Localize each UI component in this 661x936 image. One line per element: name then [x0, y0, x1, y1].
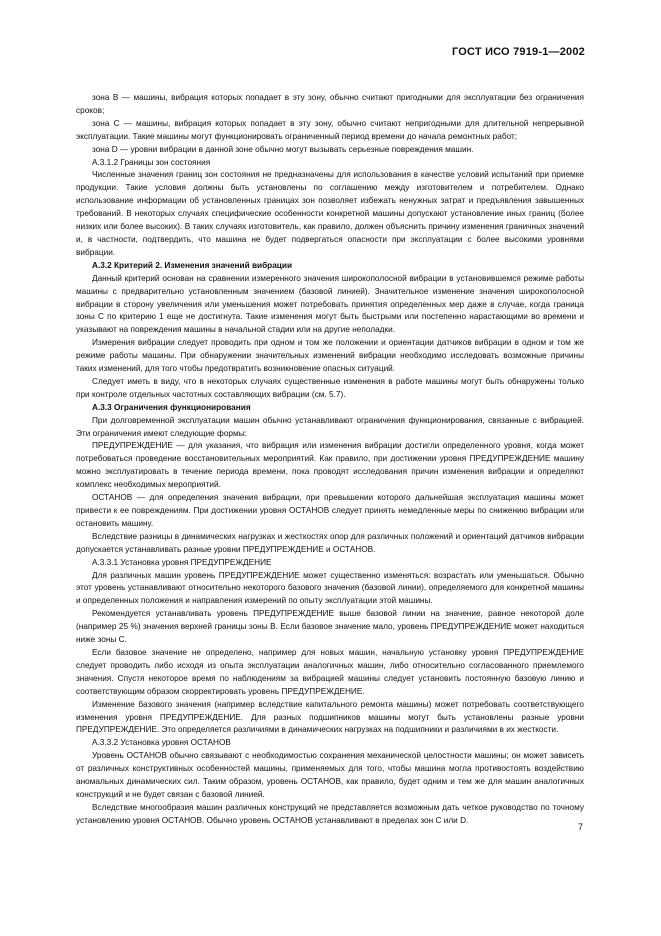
trip-definition-paragraph: ОСТАНОВ — для определения значения вибрации, при превышении которого дальнейшая эксплуатация машины может привести к ее повреждениям. При достижении уровня ОСТАНОВ следует принять немедленные меры по снижению вибрации или остановить машину.: [76, 493, 584, 528]
zone-d-paragraph: зона D — уровни вибрации в данной зоне обычно могут вызывать серьезные повреждения машин.: [92, 144, 474, 154]
section-heading-a332: А.3.3.2 Установка уровня ОСТАНОВ: [92, 738, 231, 748]
alarm-definition-paragraph: ПРЕДУПРЕЖДЕНИЕ — для указания, что вибрация или изменения вибрации достигли определенного уровня, когда может потребоваться проведение восстановительных мероприятий. Как правило, при достижении уровня ПРЕДУПРЕЖДЕНИЕ машину можно эксплуатировать в течение периода времени, пока проводят исследования причин изменения вибрации и определяют комплекс необходимых мероприятий.: [76, 441, 584, 490]
section-heading-a32: А.3.2 Критерий 2. Изменения значений вибрации: [92, 260, 293, 270]
section-heading-a33: А.3.3 Ограничения функционирования: [92, 402, 251, 412]
alarm-recommendation-paragraph: Рекомендуется устанавливать уровень ПРЕДУПРЕЖДЕНИЕ выше базовой линии на значение, равное некоторой доле (например 25 %) значения верхней границы зоны В. Если базовое значение мало, уровень ПРЕДУПРЕЖДЕНИЕ может находиться ниже зоны С.: [76, 609, 584, 645]
trip-setting-paragraph: Уровень ОСТАНОВ обычно связывают с необходимостью сохранения механической целостности машины; он может зависеть от различных конструктивных особенностей машины, применяемых для того, чтобы машина могла противостоять воздействию аномальных динамических сил. Таким образом, уровень ОСТАНОВ, как правило, будет одним и тем же для машин аналогичных конструкций и не будет связан с базовой линией.: [76, 751, 584, 799]
section-heading-a331: А.3.3.1 Установка уровня ПРЕДУПРЕЖДЕНИЕ: [92, 557, 272, 567]
criterion2-paragraph: Данный критерий основан на сравнении измеренного значения широкополосной вибрации в установившемся режиме работы машины с предварительно установленным значением (базовой линией). Значительное изменение значения широкополосной вибрации в сторону увеличения или уменьшения может потребовать принятия определенных мер даже в случае, когда граница зоны С по критерию 1 еще не достигнута. Такие изменения могут быть быстрыми или постепенно нарастающими во времени и указывают на повреждения машины в начальной стадии или на другие неполадки.: [76, 273, 584, 335]
zone-c-paragraph: зона С — машины, вибрация которых попадает в эту зону, обычно считают непригодными для длительной непрерывной эксплуатации. Такие машины могут функционировать ограниченный период времени до начала ремонтных работ;: [76, 118, 584, 141]
page-body: [76, 92, 584, 828]
zone-b-paragraph: зона В — машины, вибрация которых попадает в эту зону, обычно считают пригодными для эксплуатации без ограничения сроков;: [76, 93, 584, 115]
operational-limits-paragraph: При долговременной эксплуатации машин обычно устанавливают ограничения функционирования, связанные с вибрацией. Эти ограничения имеют следующие формы:: [76, 415, 584, 438]
alarm-setting-paragraph: Для различных машин уровень ПРЕДУПРЕЖДЕНИЕ может существенно изменяться: возрастать или уменьшаться. Обычно этот уровень устанавливают относительно некоторого базового значения (базовой линии), определяемого для конкретной машины и определенных положения и направления измерений по опыту эксплуатации этой машины.: [76, 570, 584, 606]
frequency-components-paragraph: Следует иметь в виду, что в некоторых случаях существенные изменения в работе машины могут быть обнаружены только при контроле отдельных частотных составляющих вибрации (см. 5.7).: [76, 376, 584, 399]
document-code: ГОСТ ИСО 7919-1—2002: [451, 46, 585, 58]
zone-boundaries-paragraph: Численные значения границ зон состояния не предназначены для использования в качестве условий испытаний при приемке продукции. Такие условия должны быть установлены по соглашению между изготовителем и потребителем. Однако использование информации об установленных границах зон позволяет избежать ненужных затрат и предъявления завышенных требований. В некоторых случаях специфические особенности конкретной машины допускают установление иных границ (более низких или более высоких). В таких случаях изготовитель, как правило, должен объяснить причину изменения граничных значений и, в частности, подтвердить, что машина не будет подвергаться опасности при эксплуатации с более высокими уровнями вибрации.: [76, 170, 584, 257]
alarm-new-machines-paragraph: Если базовое значение не определено, например для новых машин, начальную установку уровня ПРЕДУПРЕЖДЕНИЕ следует проводить либо исходя из опыта эксплуатации аналогичных машин, либо относительно согласованного приемлемого значения. Спустя некоторое время по наблюдениям за вибрацией машины следует установить постоянную базовую линию и соответствующим образом скорректировать уровень ПРЕДУПРЕЖДЕНИЕ.: [76, 647, 584, 696]
baseline-change-paragraph: Изменение базового значения (например вследствие капитального ремонта машины) может потребовать соответствующего изменения уровня ПРЕДУПРЕЖДЕНИЕ. Для разных подшипников машины могут быть установлены разные уровни ПРЕДУПРЕЖДЕНИЕ. Это определяется различиями в динамических нагрузках на подшипники и различиями в их жесткости.: [76, 699, 584, 735]
section-heading-a312: А.3.1.2 Границы зон состояния: [92, 157, 211, 167]
trip-guidance-paragraph: Вследствие многообразия машин различных конструкций не представляется возможным дать четкое руководство по точному установлению уровня ОСТАНОВ. Обычно уровень ОСТАНОВ устанавливают в пределах зон С или D.: [76, 802, 584, 825]
page-number: 7: [577, 822, 583, 832]
different-levels-paragraph: Вследствие разницы в динамических нагрузках и жесткостях опор для различных положений и ориентаций датчиков вибрации допускается устанавливать разные уровни ПРЕДУПРЕЖДЕНИЕ и ОСТАНОВ.: [76, 531, 584, 554]
measurement-paragraph: Измерения вибрации следует проводить при одном и том же положении и ориентации датчиков вибрации в одном и том же режиме работы машины. При обнаружении значительных изменений вибрации необходимо исследовать возможные причины таких изменений, для того чтобы предотвратить возникновение опасных ситуаций.: [76, 338, 584, 374]
